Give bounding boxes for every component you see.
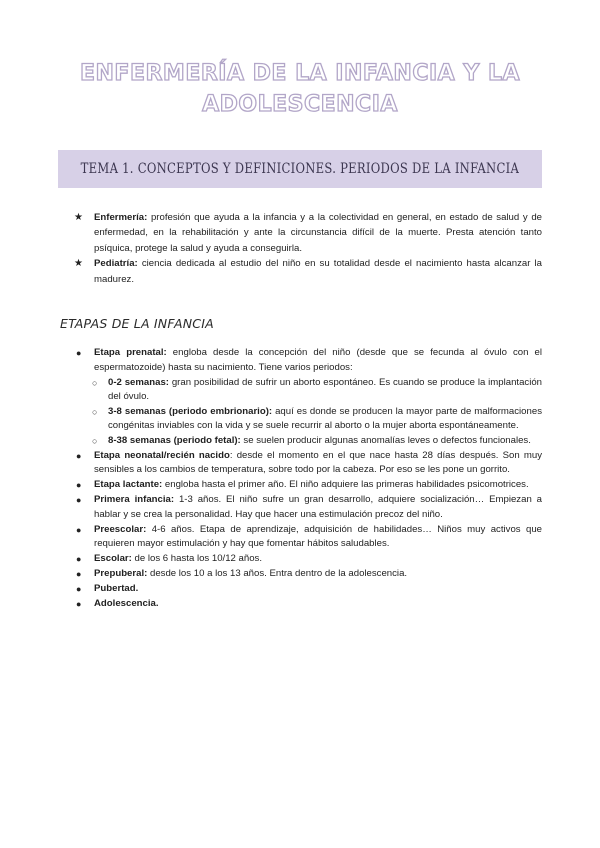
document-title <box>40 58 560 120</box>
stage-text: engloba desde la concepción del niño (desde que se fecunda al óvulo con el espermatozoide) hasta su nacimiento. Tiene varios periodos: <box>94 347 543 373</box>
prenatal-period-item <box>72 405 542 434</box>
bullet-icon: ● <box>76 584 82 595</box>
stage-term: Adolescencia. <box>94 598 159 610</box>
definition-item <box>72 256 542 287</box>
stage-term: Primera infancia: <box>94 494 175 506</box>
section-heading: ETAPAS DE LA INFANCIA <box>60 316 214 331</box>
stage-term: Etapa prenatal: <box>94 347 167 358</box>
bullet-icon: ● <box>76 348 82 358</box>
definition-text: ciencia dedicada al estudio del niño en su totalidad desde el nacimiento hasta alcanzar la madurez. <box>94 258 542 285</box>
stage-item-neonatal <box>72 449 542 478</box>
definition-term: Enfermería: <box>94 212 148 223</box>
stage-item-preescolar <box>72 523 542 552</box>
stage-term: Escolar: <box>94 553 132 565</box>
circle-bullet-icon: ○ <box>92 435 98 446</box>
bullet-icon: ● <box>76 495 82 506</box>
stages-list <box>72 346 542 612</box>
stage-text: 4-6 años. Etapa de aprendizaje, adquisición de habilidades… Niños muy activos que requieren mayor estimulación y hay que fomentar hábitos saludables. <box>94 523 542 550</box>
stage-text: : desde el momento en el que nace hasta 28 días después. Son muy sensibles a los cambios de temperatura, sobre todo por la cabeza. Por eso se les pone un gorrito. <box>94 449 542 476</box>
circle-bullet-icon: ○ <box>92 377 98 388</box>
definition-term: Pediatría: <box>94 258 138 270</box>
topic-banner <box>58 150 542 188</box>
title-line-2: ADOLESCENCIA <box>202 92 398 117</box>
stage-term: Etapa lactante: <box>94 479 163 491</box>
period-text: aquí es donde se producen la mayor parte de malformaciones congénitas inviables con la vida y se suele recurrir al aborto o la mujer aborta espontáneamente. <box>108 405 542 432</box>
stage-text: engloba hasta el primer año. El niño adquiere las primeras habilidades psicomotrices. <box>162 479 529 491</box>
stage-text: 1-3 años. El niño sufre un gran desarrollo, adquiere socialización… Empiezan a hablar y se crea la personalidad. Hay que hacer una estimulación precoz del niño. <box>94 494 542 520</box>
title-line-1: ENFERMERÍA DE LA INFANCIA Y LA <box>79 61 520 86</box>
definitions-list <box>72 210 542 287</box>
prenatal-periods-list <box>72 376 542 449</box>
stage-term: Preescolar: <box>94 523 147 535</box>
stage-term: Etapa neonatal/recién nacido <box>94 449 230 461</box>
stage-item-adolescencia <box>72 597 542 612</box>
definition-text: profesión que ayuda a la infancia y a la colectividad en general, en estado de salud y de enfermedad, en la rehabilitación y ante la circunstancia difícil de la muerte. Presta atención tanto psíquica, protege la salud y ayuda a conseguirla. <box>94 212 542 254</box>
stage-item-lactante <box>72 478 542 493</box>
stage-term: Pubertad. <box>94 583 139 595</box>
star-bullet-icon: ★ <box>74 258 83 270</box>
period-text: gran posibilidad de sufrir un aborto espontáneo. Es cuando se produce la implantación del óvulo. <box>108 376 543 403</box>
bullet-icon: ● <box>76 480 82 491</box>
stage-item-pubertad <box>72 582 542 597</box>
bullet-icon: ● <box>76 524 82 535</box>
stage-item-escolar <box>72 552 542 567</box>
stage-item-prepuberal <box>72 567 542 582</box>
period-text: se suelen producir algunas anomalías leves o defectos funcionales. <box>240 434 531 446</box>
circle-bullet-icon: ○ <box>92 406 98 417</box>
bullet-icon: ● <box>76 599 82 610</box>
stage-item-primera-infancia <box>72 493 542 522</box>
stage-text: desde los 10 a los 13 años. Entra dentro de la adolescencia. <box>147 568 408 580</box>
prenatal-period-item <box>72 376 542 405</box>
period-term: 8-38 semanas (periodo fetal): <box>108 434 241 446</box>
stage-term: Prepuberal: <box>94 568 148 580</box>
bullet-icon: ● <box>76 450 82 461</box>
period-term: 3-8 semanas (periodo embrionario): <box>108 405 273 417</box>
topic-banner-text: TEMA 1. CONCEPTOS Y DEFINICIONES. PERIODOS DE LA INFANCIA <box>80 161 520 177</box>
definition-item <box>72 210 542 256</box>
bullet-icon: ● <box>76 554 82 565</box>
bullet-icon: ● <box>76 569 82 580</box>
period-term: 0-2 semanas: <box>108 376 169 388</box>
prenatal-period-item <box>72 434 542 449</box>
stage-item-prenatal <box>72 346 542 375</box>
star-bullet-icon: ★ <box>74 212 83 223</box>
stage-text: de los 6 hasta los 10/12 años. <box>131 553 263 565</box>
